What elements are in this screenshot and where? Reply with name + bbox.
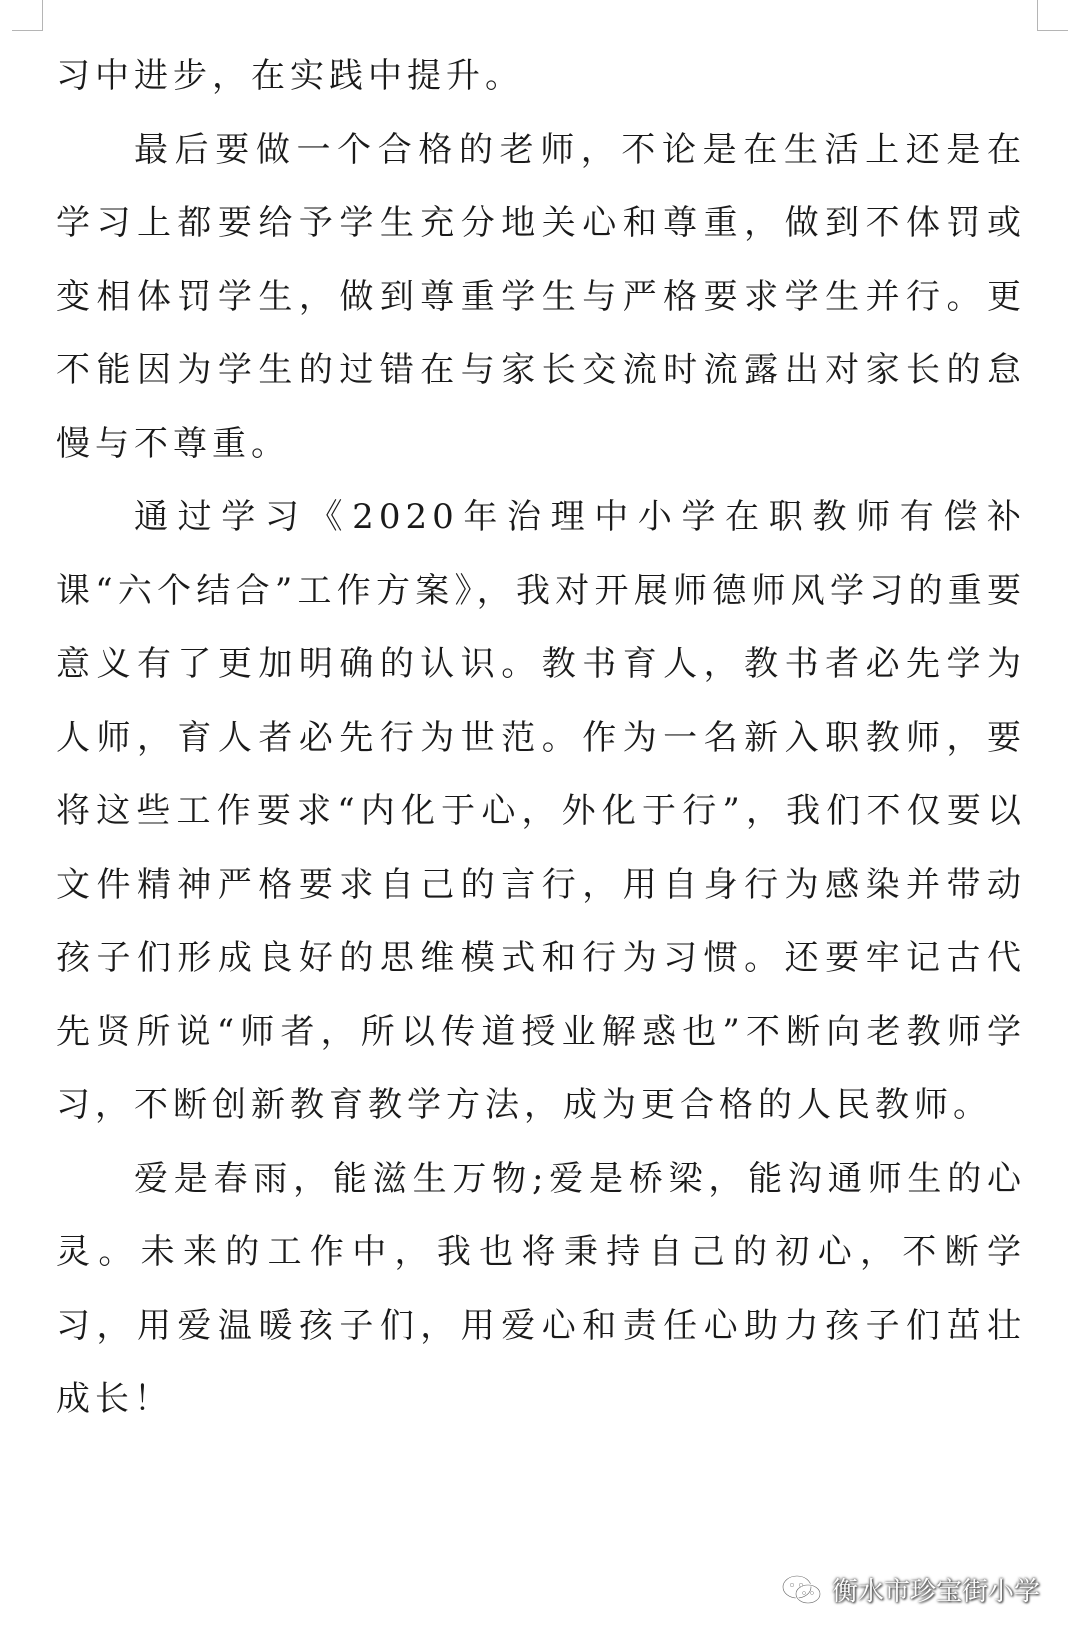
crop-mark-top-right — [1037, 0, 1068, 31]
paragraph-continuation: 习中进步，在实践中提升。 — [56, 56, 524, 96]
watermark-text: 衡水市珍宝街小学 — [831, 1577, 1040, 1607]
wechat-watermark — [780, 1571, 1040, 1608]
crop-mark-top-left — [12, 0, 43, 31]
paragraph-closing: 爱是春雨，能滋生万物;爱是桥梁，能沟通师生的心灵。未来的工作中，我也将秉持自己的初心，不断学习，用爱温暖孩子们，用爱心和责任心助力孩子们茁壮成长！ — [56, 1158, 1026, 1419]
document-body — [56, 40, 1026, 1437]
paragraph-teacher-qualification: 最后要做一个合格的老师，不论是在生活上还是在学习上都要给予学生充分地关心和尊重，做到不体罚或变相体罚学生，做到尊重学生与严格要求学生并行。更不能因为学生的过错在与家长交流时流露出对家长的怠慢与不尊重。 — [56, 129, 1026, 464]
paragraph-study-reflection: 通过学习《2020年治理中小学在职教师有偿补课“六个结合”工作方案》，我对开展师德师风学习的重要意义有了更加明确的认识。教书育人，教书者必先学为人师，育人者必先行为世范。作为一名新入职教师，要将这些工作要求“内化于心，外化于行”，我们不仅要以文件精神严格要求自己的言行，用自身行为感染并带动孩子们形成良好的思维模式和行为习惯。还要牢记古代先贤所说“师者，所以传道授业解惑也”不断向老教师学习，不断创新教育教学方法，成为更合格的人民教师。 — [56, 497, 1026, 1125]
wechat-icon — [780, 1572, 824, 1608]
